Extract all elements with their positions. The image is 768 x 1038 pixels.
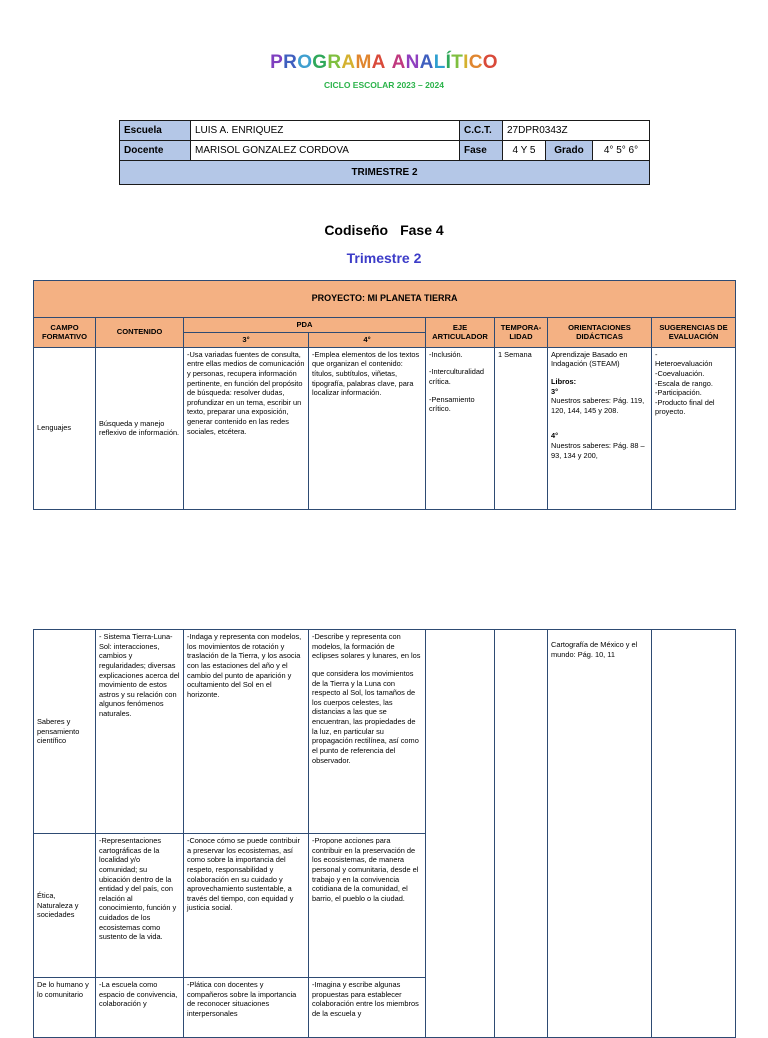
header-sugerencias: SUGERENCIAS DE EVALUACIÓN — [652, 318, 736, 348]
title-letter: M — [355, 52, 372, 73]
orient-cartografia: Cartografía de México y el mundo: Pág. 10, 11 — [551, 640, 638, 659]
eje-pensamiento: -Pensamiento crítico. — [429, 394, 475, 414]
grado-value: 4° 5° 6° — [593, 141, 650, 161]
row1-temporalidad: 1 Semana — [495, 347, 548, 509]
project-table — [33, 280, 736, 510]
header-campo: CAMPO FORMATIVO — [34, 318, 96, 348]
row1-pda4: -Emplea elementos de los textos que organizan el contenido: títulos, subtítulos, viñetas, tipografía, palabras clave, para localizar información. — [309, 347, 426, 509]
title-letter: R — [283, 52, 298, 73]
row4-pda4: -Imagina y escribe algunas propuestas para establecer colaboración entre los miembros de la escuela y — [309, 978, 426, 1038]
fase-value: 4 Y 5 — [503, 141, 546, 161]
row2-eje — [426, 630, 495, 1038]
document-subtitle: CICLO ESCOLAR 2023 – 2024 — [324, 80, 444, 90]
title-letter: A — [341, 52, 356, 73]
project-table-continued — [33, 629, 736, 1038]
row1-sugerencias — [652, 347, 736, 509]
sug-escala: -Escala de rango. — [655, 378, 713, 388]
eje-interculturalidad: -Interculturalidad crítica. — [429, 367, 485, 386]
header-grado-4: 4° — [309, 332, 426, 347]
row4-contenido: -La escuela como espacio de convivencia, colaboración y — [96, 978, 184, 1038]
row2-temporalidad — [495, 630, 548, 1038]
title-letter: A — [419, 52, 434, 73]
row2-pda4-part1: -Describe y representa con modelos, la formación de eclipses solares y lunares, en los — [312, 632, 421, 661]
title-letter: C — [468, 52, 483, 73]
orient-libros: Libros: — [551, 376, 577, 386]
title-letter: Í — [445, 52, 452, 73]
title-letter: G — [312, 52, 328, 73]
title-letter: O — [297, 52, 313, 73]
escuela-value: LUIS A. ENRIQUEZ — [191, 121, 460, 141]
escuela-label: Escuela — [120, 121, 191, 141]
eje-inclusion: -Inclusión. — [429, 349, 463, 359]
title-letter: N — [405, 52, 420, 73]
project-title: PROYECTO: MI PLANETA TIERRA — [34, 281, 736, 318]
header-contenido: CONTENIDO — [96, 318, 184, 348]
row2-contenido: - Sistema Tierra-Luna-Sol: interacciones, cambios y regularidades; diversas explicaciones acerca del movimiento de estos astros y su relación con algunos fenómenos naturales. — [96, 630, 184, 834]
title-letter: T — [451, 52, 464, 73]
orient-grado-4: 4° — [551, 431, 559, 441]
row2-sugerencias — [652, 630, 736, 1038]
docente-value: MARISOL GONZALEZ CORDOVA — [191, 141, 460, 161]
row3-campo: Ética, Naturaleza y sociedades — [34, 834, 96, 978]
header-grado-3: 3° — [184, 332, 309, 347]
row1-eje — [426, 347, 495, 509]
header-temporalidad: TEMPORA-LIDAD — [495, 318, 548, 348]
row2-orientaciones — [548, 630, 652, 1038]
docente-label: Docente — [120, 141, 191, 161]
orient-books-3: Nuestros saberes: Pág. 119, 120, 144, 145 y 208. — [551, 396, 645, 415]
trimestre-heading: Trimestre 2 — [346, 250, 422, 266]
title-letter: I — [463, 52, 469, 73]
row3-pda4: -Propone acciones para contribuir en la preservación de los ecosistemas, de manera personal y comunitaria, desde el trabajo y en la convivencia cotidiana de la comunidad, el barrio, el pueblo o la ciudad. — [309, 834, 426, 978]
school-info-table — [119, 120, 650, 185]
cct-label: C.C.T. — [460, 121, 503, 141]
row4-campo: De lo humano y lo comunitario — [34, 978, 96, 1038]
sug-coevaluacion: -Coevaluación. — [655, 368, 705, 378]
document-title — [0, 52, 768, 74]
row1-campo: Lenguajes — [34, 347, 96, 509]
fase-heading: Fase 4 — [400, 222, 444, 238]
header-eje: EJE ARTICULADOR — [426, 318, 495, 348]
header-orientaciones: ORIENTACIONES DIDÁCTICAS — [548, 318, 652, 348]
sug-dash: - — [655, 349, 658, 359]
fase-label: Fase — [460, 141, 503, 161]
title-letter: A — [391, 52, 406, 73]
row2-campo: Saberes y pensamiento científico — [34, 630, 96, 834]
orient-method: Aprendizaje Basado en Indagación (STEAM) — [551, 349, 628, 369]
row1-orientaciones — [548, 347, 652, 509]
row2-pda4-part2: que considera los movimientos de la Tierra y la Luna con respecto al Sol, los tamaños de los cuerpos celestes, las distancias a las que se encuentran, las propiedades de la luz, en particular su propagación rectilínea, así como el punto de referencia del observador. — [312, 668, 419, 765]
row4-pda3: -Plática con docentes y compañeros sobre la importancia de reconocer situaciones interpersonales — [184, 978, 309, 1038]
title-letter: R — [327, 52, 342, 73]
title-letter: L — [433, 52, 446, 73]
codiseno-label: Codiseño — [324, 222, 389, 238]
row3-contenido: -Representaciones cartográficas de la localidad y/o comunidad; su ubicación dentro de la entidad y del país, con relación al conocimiento, función y cuidados de los ecosistemas como sustento de la vida. — [96, 834, 184, 978]
sug-participacion: -Participación. — [655, 388, 702, 398]
cct-value: 27DPR0343Z — [503, 121, 650, 141]
row1-contenido: Búsqueda y manejo reflexivo de información. — [96, 347, 184, 509]
orient-grado-3: 3° — [551, 386, 559, 396]
row2-pda3: -Indaga y representa con modelos, los movimientos de rotación y traslación de la Tierra, y los asocia con las estaciones del año y el cambio del punto de aparición y ocultamiento del Sol en el horizonte. — [184, 630, 309, 834]
grado-label: Grado — [546, 141, 593, 161]
orient-books-4: Nuestros saberes: Pág. 88 – 93, 134 y 200, — [551, 441, 645, 460]
codiseno-heading — [0, 222, 768, 238]
trimestre-banner: TRIMESTRE 2 — [120, 161, 650, 185]
row3-pda3: -Conoce cómo se puede contribuir a preservar los ecosistemas, así como sobre la importancia del respeto, responsabilidad y colaboración en su cuidado y aprovechamiento sustentable, a través del tiempo, con equidad y justicia social. — [184, 834, 309, 978]
row2-pda4 — [309, 630, 426, 834]
title-letter: O — [482, 52, 498, 73]
row1-pda3: -Usa variadas fuentes de consulta, entre ellas medios de comunicación y personas, recupera información pertinente, en función del propósito de búsqueda: resolver dudas, profundizar en un tema, escribir un texto, preparar una exposición, generar contenido en las redes sociales, etcétera. — [184, 347, 309, 509]
header-pda: PDA — [184, 318, 426, 333]
sug-producto: -Producto final del proyecto. — [655, 397, 715, 417]
title-letter: P — [270, 52, 284, 73]
sug-heteroevaluacion: Heteroevaluación — [655, 359, 713, 369]
title-letter: A — [371, 52, 386, 73]
